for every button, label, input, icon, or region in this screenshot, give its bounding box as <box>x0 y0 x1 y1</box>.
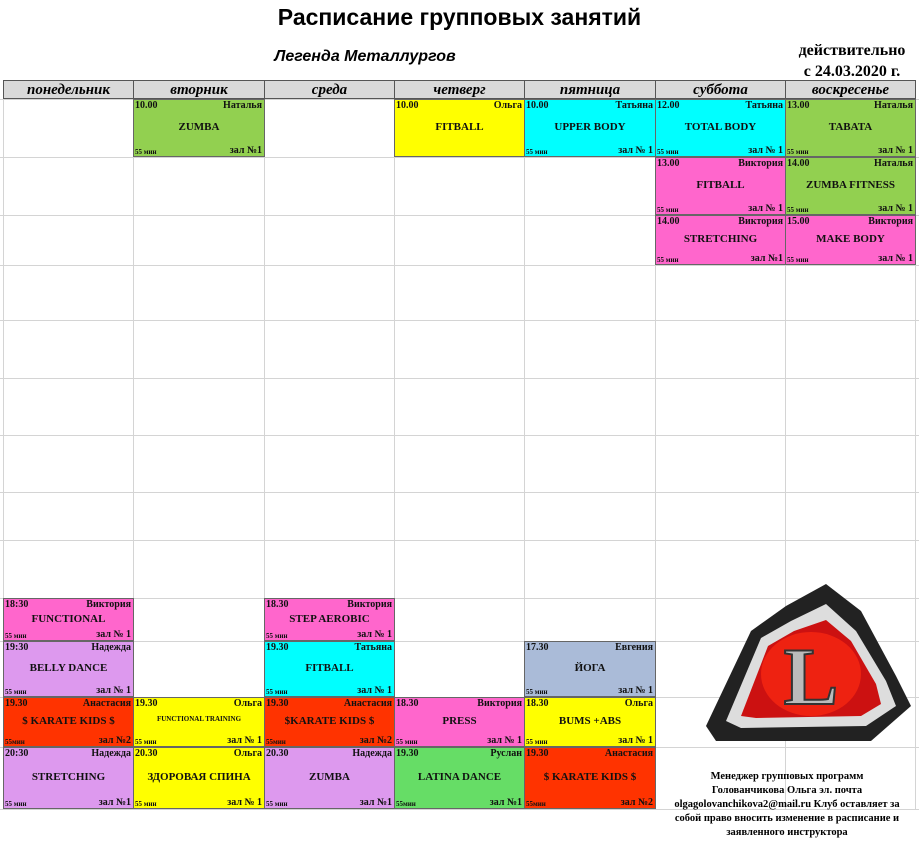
class-name: FITBALL <box>696 179 745 191</box>
class-cell <box>394 747 525 809</box>
class-name: LATINA DANCE <box>417 771 502 783</box>
class-hall: зал №1 <box>750 253 783 264</box>
class-duration: 55 мин <box>135 800 157 808</box>
class-time: 18.30 <box>266 599 289 610</box>
class-trainer: Ольга <box>493 100 522 111</box>
class-duration: 55 мин <box>787 148 809 156</box>
class-hall: зал №1 <box>229 145 262 156</box>
class-name: $ KARATE KIDS $ <box>22 715 115 727</box>
class-hall: зал №2 <box>620 797 653 808</box>
class-hall: зал № 1 <box>96 629 131 640</box>
class-hall: зал №1 <box>98 797 131 808</box>
class-trainer: Евгения <box>615 642 653 653</box>
day-header: среда <box>264 80 395 99</box>
class-cell <box>264 747 395 809</box>
day-header: суббота <box>655 80 786 99</box>
class-time: 13.00 <box>657 158 680 169</box>
class-name: UPPER BODY <box>554 121 626 133</box>
class-hall: зал № 1 <box>878 203 913 214</box>
class-trainer: Надежда <box>91 642 131 653</box>
class-duration: 55 мин <box>526 148 548 156</box>
class-trainer: Надежда <box>91 748 131 759</box>
class-name: BELLY DANCE <box>29 662 108 674</box>
class-cell <box>3 598 134 641</box>
class-hall: зал № 1 <box>487 735 522 746</box>
class-name: FITBALL <box>305 662 354 674</box>
class-cell <box>785 99 916 157</box>
class-name: MAKE BODY <box>816 233 885 245</box>
class-cell <box>394 697 525 747</box>
class-cell <box>524 697 656 747</box>
class-hall: зал №2 <box>98 735 131 746</box>
class-trainer: Ольга <box>233 748 262 759</box>
class-trainer: Виктория <box>738 216 783 227</box>
class-hall: зал №2 <box>359 735 392 746</box>
page-title: Расписание групповых занятий <box>277 4 642 30</box>
class-time: 13.00 <box>787 100 810 111</box>
legend-logo-icon <box>686 576 914 746</box>
class-time: 15.00 <box>787 216 810 227</box>
class-duration: 55 мин <box>266 688 288 696</box>
class-hall: зал № 1 <box>618 145 653 156</box>
class-duration: 55мин <box>396 800 416 808</box>
class-cell <box>655 99 786 157</box>
class-hall: зал № 1 <box>618 735 653 746</box>
day-header: вторник <box>133 80 265 99</box>
class-hall: зал № 1 <box>227 735 262 746</box>
class-trainer: Татьяна <box>354 642 392 653</box>
class-trainer: Руслан <box>490 748 522 759</box>
logo-letter: L <box>783 631 839 722</box>
class-duration: 55 мин <box>5 800 27 808</box>
class-duration: 55 мин <box>5 632 27 640</box>
class-time: 19.30 <box>135 698 158 709</box>
class-cell <box>133 747 265 809</box>
class-name: STEP AEROBIC <box>289 612 370 625</box>
class-cell <box>3 697 134 747</box>
class-cell <box>655 157 786 215</box>
class-cell <box>524 99 656 157</box>
class-hall: зал № 1 <box>227 797 262 808</box>
club-name: Легенда Металлургов <box>274 48 456 65</box>
grid-row-line <box>0 435 919 436</box>
class-trainer: Татьяна <box>615 100 653 111</box>
class-name: TOTAL BODY <box>684 121 757 133</box>
class-duration: 55мин <box>526 800 546 808</box>
class-name: ZUMBA <box>309 771 350 783</box>
class-cell <box>264 641 395 697</box>
valid-line-2: с 24.03.2020 г. <box>803 63 901 80</box>
class-time: 10.00 <box>396 100 419 111</box>
class-time: 19.30 <box>5 698 28 709</box>
class-hall: зал №1 <box>489 797 522 808</box>
class-duration: 55 мин <box>787 206 809 214</box>
class-duration: 55 мин <box>5 688 27 696</box>
class-trainer: Виктория <box>477 698 522 709</box>
class-time: 19.30 <box>266 698 289 709</box>
class-trainer: Наталья <box>874 158 913 169</box>
class-time: 12.00 <box>657 100 680 111</box>
class-trainer: Ольга <box>624 698 653 709</box>
class-hall: зал № 1 <box>96 685 131 696</box>
class-hall: зал № 1 <box>357 685 392 696</box>
class-cell <box>133 697 265 747</box>
class-name: BUMS +ABS <box>558 715 622 727</box>
class-duration: 55 мин <box>657 206 679 214</box>
class-name: ZUMBA <box>178 121 220 133</box>
class-trainer: Виктория <box>868 216 913 227</box>
class-cell <box>394 99 525 157</box>
class-cell <box>264 598 395 641</box>
footer-note <box>655 770 919 840</box>
class-time: 20.30 <box>135 748 158 759</box>
class-trainer: Анастасия <box>343 698 392 709</box>
footer-line-3: olgagolovanchikova2@mail.ru Клуб оставляет за <box>674 799 900 810</box>
class-trainer: Виктория <box>347 599 392 610</box>
footer-line-5: заявленного инструктора <box>726 827 848 838</box>
class-duration: 55 мин <box>266 632 288 640</box>
class-duration: 55 мин <box>657 256 679 264</box>
class-time: 19:30 <box>5 642 29 653</box>
class-time: 18.30 <box>396 698 419 709</box>
class-hall: зал № 1 <box>748 145 783 156</box>
class-duration: 55 мин <box>526 688 548 696</box>
class-duration: 55 мин <box>526 738 548 746</box>
class-time: 10.00 <box>526 100 549 111</box>
class-hall: зал №1 <box>359 797 392 808</box>
day-header: пятница <box>524 80 656 99</box>
class-hall: зал № 1 <box>748 203 783 214</box>
valid-from <box>785 40 919 82</box>
class-time: 17.30 <box>526 642 549 653</box>
class-time: 14.00 <box>657 216 680 227</box>
class-time: 14.00 <box>787 158 810 169</box>
day-header: четверг <box>394 80 525 99</box>
class-duration: 55 мин <box>657 148 679 156</box>
class-hall: зал № 1 <box>878 253 913 264</box>
footer-line-1: Менеджер групповых программ <box>710 771 864 782</box>
class-name: FUNCTIONAL <box>31 612 106 625</box>
footer-line-4: собой право вносить изменение в расписание и <box>674 813 900 824</box>
class-name: FITBALL <box>435 121 484 133</box>
class-cell <box>785 215 916 265</box>
day-header: воскресенье <box>785 80 916 99</box>
class-name: $ KARATE KIDS $ <box>543 771 637 783</box>
class-trainer: Виктория <box>738 158 783 169</box>
class-name: ЙОГА <box>574 662 606 674</box>
class-cell <box>524 747 656 809</box>
footer-line-2: Голованчикова Ольга эл. почта <box>711 785 863 796</box>
class-cell <box>264 697 395 747</box>
class-time: 10.00 <box>135 100 158 111</box>
class-name: FUNCTIONAL TRAINING <box>156 715 242 723</box>
class-trainer: Надежда <box>352 748 392 759</box>
class-time: 18.30 <box>526 698 549 709</box>
class-name: PRESS <box>442 715 477 727</box>
grid-row-line <box>0 378 919 379</box>
class-cell <box>3 747 134 809</box>
class-duration: 55 мин <box>266 800 288 808</box>
class-name: ZUMBA FITNESS <box>806 179 895 191</box>
class-trainer: Анастасия <box>82 698 131 709</box>
class-cell <box>3 641 134 697</box>
grid-row-line <box>0 492 919 493</box>
grid-row-line <box>0 540 919 541</box>
class-time: 18:30 <box>5 599 29 610</box>
class-trainer: Виктория <box>86 599 131 610</box>
class-hall: зал № 1 <box>878 145 913 156</box>
class-cell <box>133 99 265 157</box>
class-trainer: Наталья <box>223 100 262 111</box>
class-duration: 55мин <box>266 738 286 746</box>
class-trainer: Татьяна <box>745 100 783 111</box>
class-hall: зал № 1 <box>357 629 392 640</box>
class-name: TABATA <box>828 121 873 133</box>
grid-row-line <box>0 320 919 321</box>
grid-row-line <box>0 265 919 266</box>
class-cell <box>655 215 786 265</box>
class-time: 19.30 <box>266 642 289 653</box>
day-header: понедельник <box>3 80 134 99</box>
class-time: 19.30 <box>526 748 549 759</box>
class-duration: 55 мин <box>135 738 157 746</box>
class-time: 20.30 <box>266 748 289 759</box>
class-duration: 55 мин <box>396 738 418 746</box>
class-trainer: Наталья <box>874 100 913 111</box>
class-duration: 55мин <box>5 738 25 746</box>
class-duration: 55 мин <box>787 256 809 264</box>
class-cell <box>524 641 656 697</box>
class-trainer: Анастасия <box>604 748 653 759</box>
class-hall: зал № 1 <box>618 685 653 696</box>
class-name: STRETCHING <box>683 233 758 245</box>
class-name: ЗДОРОВАЯ СПИНА <box>147 771 251 783</box>
class-duration: 55 мин <box>135 148 157 156</box>
class-time: 19.30 <box>396 748 419 759</box>
class-cell <box>785 157 916 215</box>
valid-line-1: действительно <box>798 42 906 59</box>
class-name: STRETCHING <box>31 771 106 783</box>
class-trainer: Ольга <box>233 698 262 709</box>
class-time: 20:30 <box>5 748 29 759</box>
class-name: $KARATE KIDS $ <box>284 715 375 727</box>
